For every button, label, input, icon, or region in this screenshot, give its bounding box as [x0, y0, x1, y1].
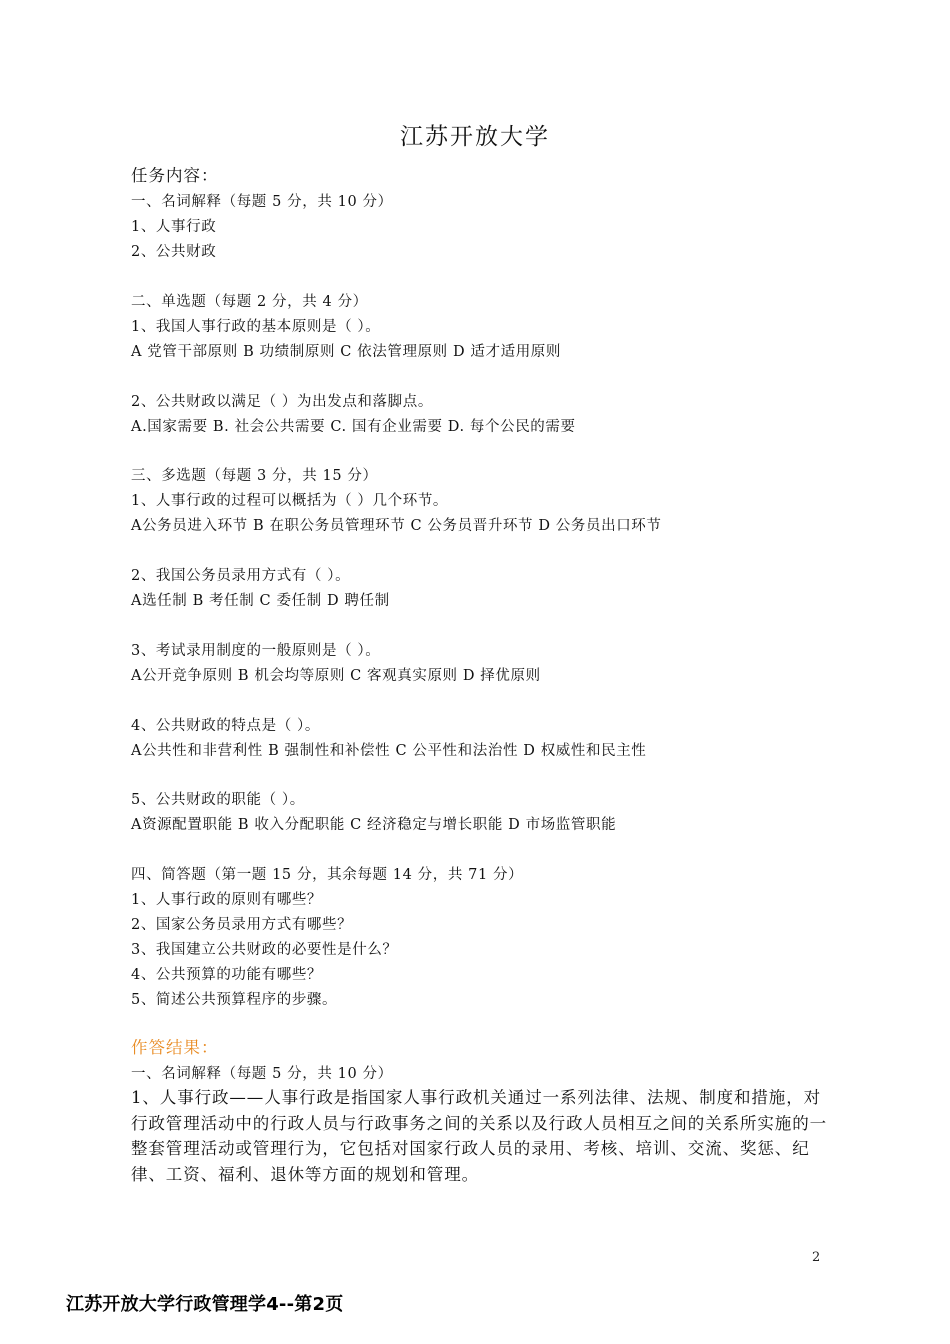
section-heading: 一、名词解释（每题 5 分，共 10 分） — [131, 194, 393, 210]
question-line: 5、简述公共预算程序的步骤。 — [131, 992, 338, 1008]
options-line: A资源配置职能 B 收入分配职能 C 经济稳定与增长职能 D 市场监管职能 — [131, 817, 617, 833]
question-line: 1、人事行政的过程可以概括为（ ）几个环节。 — [131, 493, 449, 509]
options-line: A公共性和非营利性 B 强制性和补偿性 C 公平性和法治性 D 权威性和民主性 — [131, 743, 647, 759]
result-heading: 作答结果： — [131, 1038, 219, 1057]
question-line: 5、公共财政的职能（ ）。 — [131, 792, 305, 808]
question-line: 3、我国建立公共财政的必要性是什么？ — [131, 942, 398, 958]
options-line: A 党管干部原则 B 功绩制原则 C 依法管理原则 D 适才适用原则 — [131, 344, 562, 360]
page-title: 江苏开放大学 — [400, 124, 550, 150]
section-heading: 二、单选题（每题 2 分，共 4 分） — [131, 294, 368, 310]
result-subheading: 一、名词解释（每题 5 分，共 10 分） — [131, 1066, 393, 1082]
question-line: 1、人事行政 — [131, 219, 217, 235]
section-heading: 三、多选题（每题 3 分，共 15 分） — [131, 468, 378, 484]
options-line: A选任制 B 考任制 C 委任制 D 聘任制 — [131, 593, 390, 609]
options-line: A.国家需要 B. 社会公共需要 C. 国有企业需要 D. 每个公民的需要 — [131, 419, 576, 435]
question-line: 2、国家公务员录用方式有哪些？ — [131, 917, 353, 933]
options-line: A公开竞争原则 B 机会均等原则 C 客观真实原则 D 择优原则 — [131, 668, 541, 684]
footer-caption: 江苏开放大学行政管理学4--第2页 — [66, 1294, 344, 1315]
page-number: 2 — [812, 1250, 821, 1265]
task-heading: 任务内容： — [131, 166, 219, 185]
question-line: 3、考试录用制度的一般原则是（ ）。 — [131, 643, 381, 659]
question-line: 1、我国人事行政的基本原则是（ ）。 — [131, 319, 381, 335]
question-line: 4、公共财政的特点是（ ）。 — [131, 718, 320, 734]
question-line: 2、我国公务员录用方式有（ ）。 — [131, 568, 351, 584]
question-line: 1、人事行政的原则有哪些？ — [131, 892, 323, 908]
options-line: A公务员进入环节 B 在职公务员管理环节 C 公务员晋升环节 D 公务员出口环节 — [131, 518, 662, 534]
question-line: 4、公共预算的功能有哪些？ — [131, 967, 323, 983]
section-heading: 四、简答题（第一题 15 分，其余每题 14 分，共 71 分） — [131, 867, 524, 883]
answer-paragraph: 1、人事行政——人事行政是指国家人事行政机关通过一系列法律、法规、制度和措施，对行政管理活动中的行政人员与行政事务之间的关系以及行政人员相互之间的关系所实施的一整套管理活动或管理行为，它包括对国家行政人员的录用、考核、培训、交流、奖惩、纪律、工资、福利、退休等方面的规划和管理。 — [131, 1088, 827, 1184]
question-line: 2、公共财政 — [131, 244, 217, 260]
question-line: 2、公共财政以满足（ ）为出发点和落脚点。 — [131, 394, 433, 410]
